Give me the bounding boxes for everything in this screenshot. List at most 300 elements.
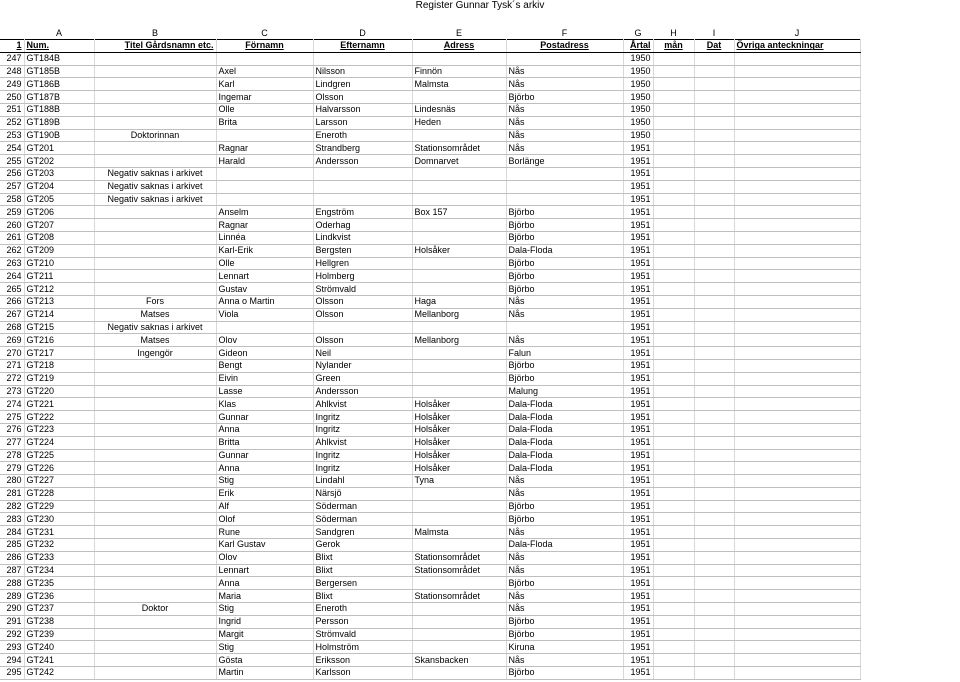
- notes-cell: [734, 295, 860, 308]
- year-cell: 1951: [623, 411, 653, 424]
- num-cell: GT238: [24, 615, 94, 628]
- notes-cell: [734, 359, 860, 372]
- last-name-cell: Ingritz: [313, 449, 412, 462]
- table-row: [0, 206, 860, 219]
- year-cell: 1951: [623, 257, 653, 270]
- postal-cell: Björbo: [506, 231, 623, 244]
- postal-cell: Falun: [506, 347, 623, 360]
- year-cell: 1951: [623, 654, 653, 667]
- num-cell: GT232: [24, 539, 94, 552]
- num-cell: GT233: [24, 551, 94, 564]
- title-cell: [94, 398, 216, 411]
- month-cell: [653, 411, 694, 424]
- page-title: Register Gunnar Tysk´s arkiv: [415, 0, 545, 11]
- table-row: [0, 385, 860, 398]
- num-cell: GT188B: [24, 103, 94, 116]
- date-cell: [694, 295, 734, 308]
- last-name-cell: Oderhag: [313, 219, 412, 232]
- table-row: [0, 52, 860, 65]
- postal-cell: Nås: [506, 103, 623, 116]
- corner-cell: [0, 27, 24, 40]
- table-row: [0, 295, 860, 308]
- first-name-cell: Linnéa: [216, 231, 313, 244]
- address-cell: [412, 180, 506, 193]
- first-name-cell: Brita: [216, 116, 313, 129]
- column-header: Förnamn: [216, 40, 313, 53]
- first-name-cell: Ragnar: [216, 142, 313, 155]
- postal-cell: Nås: [506, 142, 623, 155]
- month-cell: [653, 449, 694, 462]
- table-row: [0, 308, 860, 321]
- address-cell: Skansbacken: [412, 654, 506, 667]
- first-name-cell: Anna: [216, 577, 313, 590]
- notes-cell: [734, 385, 860, 398]
- month-cell: [653, 321, 694, 334]
- table-row: [0, 411, 860, 424]
- first-name-cell: Alf: [216, 500, 313, 513]
- month-cell: [653, 577, 694, 590]
- first-name-cell: Olov: [216, 334, 313, 347]
- table-row: [0, 372, 860, 385]
- column-header: Övriga anteckningar: [734, 40, 860, 53]
- date-cell: [694, 142, 734, 155]
- address-cell: [412, 231, 506, 244]
- table-row: [0, 180, 860, 193]
- postal-cell: Björbo: [506, 628, 623, 641]
- column-header: Postadress: [506, 40, 623, 53]
- num-cell: GT230: [24, 513, 94, 526]
- address-cell: Holsåker: [412, 244, 506, 257]
- date-cell: [694, 398, 734, 411]
- num-cell: GT216: [24, 334, 94, 347]
- year-cell: 1951: [623, 321, 653, 334]
- title-cell: [94, 475, 216, 488]
- column-letter: F: [561, 27, 568, 38]
- row-number: 290: [0, 603, 24, 616]
- last-name-cell: Lindgren: [313, 78, 412, 91]
- title-cell: [94, 385, 216, 398]
- first-name-cell: Lasse: [216, 385, 313, 398]
- month-cell: [653, 103, 694, 116]
- month-cell: [653, 52, 694, 65]
- notes-cell: [734, 423, 860, 436]
- month-cell: [653, 155, 694, 168]
- row-number: 278: [0, 449, 24, 462]
- month-cell: [653, 270, 694, 283]
- month-cell: [653, 372, 694, 385]
- year-cell: 1951: [623, 577, 653, 590]
- notes-cell: [734, 283, 860, 296]
- last-name-cell: Strömvald: [313, 283, 412, 296]
- title-cell: [94, 500, 216, 513]
- num-cell: GT241: [24, 654, 94, 667]
- num-cell: GT186B: [24, 78, 94, 91]
- row-number: 282: [0, 500, 24, 513]
- title-cell: Matses: [94, 334, 216, 347]
- notes-cell: [734, 398, 860, 411]
- year-cell: 1951: [623, 436, 653, 449]
- notes-cell: [734, 129, 860, 142]
- row-number: 255: [0, 155, 24, 168]
- row-number: 262: [0, 244, 24, 257]
- title-cell: [94, 423, 216, 436]
- month-cell: [653, 436, 694, 449]
- month-cell: [653, 359, 694, 372]
- column-header: Dat: [694, 40, 734, 53]
- date-cell: [694, 577, 734, 590]
- last-name-cell: Gerok: [313, 539, 412, 552]
- address-cell: Holsåker: [412, 411, 506, 424]
- date-cell: [694, 590, 734, 603]
- first-name-cell: Anna: [216, 423, 313, 436]
- year-cell: 1951: [623, 347, 653, 360]
- last-name-cell: Nylander: [313, 359, 412, 372]
- table-row: [0, 449, 860, 462]
- month-cell: [653, 475, 694, 488]
- title-cell: [94, 270, 216, 283]
- first-name-cell: Viola: [216, 308, 313, 321]
- date-cell: [694, 129, 734, 142]
- last-name-cell: Blixt: [313, 590, 412, 603]
- first-name-cell: Ingemar: [216, 91, 313, 104]
- month-cell: [653, 193, 694, 206]
- row-number: 257: [0, 180, 24, 193]
- num-cell: GT222: [24, 411, 94, 424]
- num-cell: GT221: [24, 398, 94, 411]
- num-cell: GT206: [24, 206, 94, 219]
- date-cell: [694, 231, 734, 244]
- address-cell: [412, 321, 506, 334]
- address-cell: Mellanborg: [412, 308, 506, 321]
- month-cell: [653, 385, 694, 398]
- first-name-cell: [216, 180, 313, 193]
- month-cell: [653, 487, 694, 500]
- first-name-cell: Anna o Martin: [216, 295, 313, 308]
- year-cell: 1951: [623, 603, 653, 616]
- postal-cell: [506, 167, 623, 180]
- postal-cell: Nås: [506, 564, 623, 577]
- date-cell: [694, 372, 734, 385]
- title-cell: Doktor: [94, 603, 216, 616]
- notes-cell: [734, 78, 860, 91]
- num-cell: GT237: [24, 603, 94, 616]
- first-name-cell: Harald: [216, 155, 313, 168]
- year-cell: 1951: [623, 308, 653, 321]
- row-number: 263: [0, 257, 24, 270]
- month-cell: [653, 615, 694, 628]
- title-cell: [94, 436, 216, 449]
- address-cell: [412, 219, 506, 232]
- notes-cell: [734, 372, 860, 385]
- month-cell: [653, 654, 694, 667]
- table-row: [0, 334, 860, 347]
- last-name-cell: Persson: [313, 615, 412, 628]
- address-cell: Holsåker: [412, 423, 506, 436]
- notes-cell: [734, 603, 860, 616]
- address-cell: [412, 539, 506, 552]
- month-cell: [653, 295, 694, 308]
- month-cell: [653, 308, 694, 321]
- postal-cell: Björbo: [506, 359, 623, 372]
- num-cell: GT187B: [24, 91, 94, 104]
- year-cell: 1951: [623, 142, 653, 155]
- row-number: 293: [0, 641, 24, 654]
- address-cell: [412, 487, 506, 500]
- last-name-cell: Olsson: [313, 334, 412, 347]
- notes-cell: [734, 180, 860, 193]
- date-cell: [694, 244, 734, 257]
- table-row: [0, 231, 860, 244]
- table-row: [0, 219, 860, 232]
- num-cell: GT240: [24, 641, 94, 654]
- year-cell: 1951: [623, 526, 653, 539]
- month-cell: [653, 590, 694, 603]
- month-cell: [653, 180, 694, 193]
- num-cell: GT209: [24, 244, 94, 257]
- postal-cell: Björbo: [506, 500, 623, 513]
- column-header: Årtal: [623, 40, 653, 53]
- row-number: 275: [0, 411, 24, 424]
- notes-cell: [734, 155, 860, 168]
- month-cell: [653, 500, 694, 513]
- date-cell: [694, 500, 734, 513]
- last-name-cell: Lindahl: [313, 475, 412, 488]
- month-cell: [653, 462, 694, 475]
- notes-cell: [734, 654, 860, 667]
- date-cell: [694, 564, 734, 577]
- address-cell: [412, 667, 506, 680]
- num-cell: GT229: [24, 500, 94, 513]
- notes-cell: [734, 167, 860, 180]
- date-cell: [694, 628, 734, 641]
- table-row: [0, 244, 860, 257]
- num-cell: GT212: [24, 283, 94, 296]
- title-cell: [94, 487, 216, 500]
- date-cell: [694, 219, 734, 232]
- row-number: 254: [0, 142, 24, 155]
- month-cell: [653, 219, 694, 232]
- column-letter: G: [634, 27, 642, 38]
- table-row: [0, 103, 860, 116]
- address-cell: Stationsområdet: [412, 551, 506, 564]
- last-name-cell: Eriksson: [313, 654, 412, 667]
- postal-cell: Björbo: [506, 257, 623, 270]
- year-cell: 1951: [623, 283, 653, 296]
- first-name-cell: Olle: [216, 257, 313, 270]
- date-cell: [694, 654, 734, 667]
- postal-cell: Nås: [506, 551, 623, 564]
- table-row: [0, 270, 860, 283]
- last-name-cell: Ingritz: [313, 462, 412, 475]
- year-cell: 1951: [623, 641, 653, 654]
- notes-cell: [734, 116, 860, 129]
- table-row: [0, 129, 860, 142]
- year-cell: 1951: [623, 487, 653, 500]
- table-row: [0, 321, 860, 334]
- month-cell: [653, 116, 694, 129]
- year-cell: 1950: [623, 129, 653, 142]
- year-cell: 1951: [623, 475, 653, 488]
- postal-cell: Nås: [506, 65, 623, 78]
- year-cell: 1951: [623, 615, 653, 628]
- date-cell: [694, 551, 734, 564]
- address-cell: [412, 513, 506, 526]
- address-cell: Lindesnäs: [412, 103, 506, 116]
- postal-cell: Björbo: [506, 615, 623, 628]
- notes-cell: [734, 91, 860, 104]
- address-cell: [412, 500, 506, 513]
- title-cell: [94, 615, 216, 628]
- row-number: 277: [0, 436, 24, 449]
- table-row: [0, 603, 860, 616]
- row-number: 249: [0, 78, 24, 91]
- column-letter: B: [151, 27, 158, 38]
- last-name-cell: Larsson: [313, 116, 412, 129]
- title-cell: [94, 577, 216, 590]
- postal-cell: Björbo: [506, 577, 623, 590]
- address-cell: Heden: [412, 116, 506, 129]
- title-cell: [94, 91, 216, 104]
- postal-cell: Björbo: [506, 283, 623, 296]
- address-cell: [412, 193, 506, 206]
- date-cell: [694, 257, 734, 270]
- year-cell: 1951: [623, 462, 653, 475]
- date-cell: [694, 385, 734, 398]
- num-cell: GT220: [24, 385, 94, 398]
- title-cell: Ingengör: [94, 347, 216, 360]
- title-cell: Doktorinnan: [94, 129, 216, 142]
- table-row: [0, 641, 860, 654]
- column-letter: C: [261, 27, 268, 38]
- row-number: 260: [0, 219, 24, 232]
- title-cell: [94, 116, 216, 129]
- first-name-cell: Rune: [216, 526, 313, 539]
- first-name-cell: Margit: [216, 628, 313, 641]
- postal-cell: Nås: [506, 475, 623, 488]
- address-cell: Stationsområdet: [412, 590, 506, 603]
- month-cell: [653, 129, 694, 142]
- last-name-cell: Ingritz: [313, 423, 412, 436]
- month-cell: [653, 513, 694, 526]
- notes-cell: [734, 513, 860, 526]
- column-letter: D: [359, 27, 366, 38]
- row-number: 295: [0, 667, 24, 680]
- num-cell: GT226: [24, 462, 94, 475]
- title-cell: [94, 155, 216, 168]
- row-number: 248: [0, 65, 24, 78]
- title-cell: [94, 78, 216, 91]
- notes-cell: [734, 462, 860, 475]
- address-cell: Mellanborg: [412, 334, 506, 347]
- first-name-cell: Karl: [216, 78, 313, 91]
- title-cell: [94, 526, 216, 539]
- row-number: 250: [0, 91, 24, 104]
- date-cell: [694, 91, 734, 104]
- postal-cell: Nås: [506, 295, 623, 308]
- last-name-cell: Green: [313, 372, 412, 385]
- postal-cell: Björbo: [506, 91, 623, 104]
- year-cell: 1951: [623, 667, 653, 680]
- address-cell: [412, 385, 506, 398]
- column-letter: A: [55, 27, 62, 38]
- date-cell: [694, 155, 734, 168]
- last-name-cell: Karlsson: [313, 667, 412, 680]
- num-cell: GT224: [24, 436, 94, 449]
- year-cell: 1951: [623, 155, 653, 168]
- month-cell: [653, 423, 694, 436]
- month-cell: [653, 206, 694, 219]
- postal-cell: Nås: [506, 487, 623, 500]
- date-cell: [694, 103, 734, 116]
- title-cell: [94, 206, 216, 219]
- title-cell: [94, 103, 216, 116]
- notes-cell: [734, 321, 860, 334]
- address-cell: Tyna: [412, 475, 506, 488]
- date-cell: [694, 193, 734, 206]
- address-cell: Domnarvet: [412, 155, 506, 168]
- notes-cell: [734, 641, 860, 654]
- last-name-cell: Eneroth: [313, 129, 412, 142]
- title-cell: [94, 359, 216, 372]
- date-cell: [694, 321, 734, 334]
- address-cell: Box 157: [412, 206, 506, 219]
- last-name-cell: Olsson: [313, 295, 412, 308]
- row-number: 294: [0, 654, 24, 667]
- table-row: [0, 526, 860, 539]
- row-number: 259: [0, 206, 24, 219]
- table-row: [0, 551, 860, 564]
- row-number: 252: [0, 116, 24, 129]
- notes-cell: [734, 142, 860, 155]
- table-row: [0, 577, 860, 590]
- year-cell: 1951: [623, 167, 653, 180]
- last-name-cell: Blixt: [313, 551, 412, 564]
- title-cell: [94, 244, 216, 257]
- last-name-cell: Eneroth: [313, 603, 412, 616]
- month-cell: [653, 257, 694, 270]
- date-cell: [694, 487, 734, 500]
- date-cell: [694, 667, 734, 680]
- last-name-cell: Olsson: [313, 308, 412, 321]
- address-cell: Holsåker: [412, 398, 506, 411]
- table-row: [0, 347, 860, 360]
- date-cell: [694, 167, 734, 180]
- date-cell: [694, 206, 734, 219]
- first-name-cell: Ragnar: [216, 219, 313, 232]
- row-number: 281: [0, 487, 24, 500]
- notes-cell: [734, 244, 860, 257]
- address-cell: Malmsta: [412, 526, 506, 539]
- last-name-cell: Holmström: [313, 641, 412, 654]
- title-cell: Negativ saknas i arkivet: [94, 321, 216, 334]
- column-header: Titel Gårdsnamn etc.: [94, 40, 216, 53]
- month-cell: [653, 667, 694, 680]
- first-name-cell: Gunnar: [216, 411, 313, 424]
- first-name-cell: Anselm: [216, 206, 313, 219]
- postal-cell: [506, 321, 623, 334]
- postal-cell: Nås: [506, 129, 623, 142]
- row-number: 292: [0, 628, 24, 641]
- address-cell: [412, 91, 506, 104]
- title-cell: [94, 641, 216, 654]
- table-row: [0, 167, 860, 180]
- year-cell: 1951: [623, 551, 653, 564]
- year-cell: 1951: [623, 359, 653, 372]
- row-number: 268: [0, 321, 24, 334]
- last-name-cell: Holmberg: [313, 270, 412, 283]
- title-cell: [94, 257, 216, 270]
- row-number: 265: [0, 283, 24, 296]
